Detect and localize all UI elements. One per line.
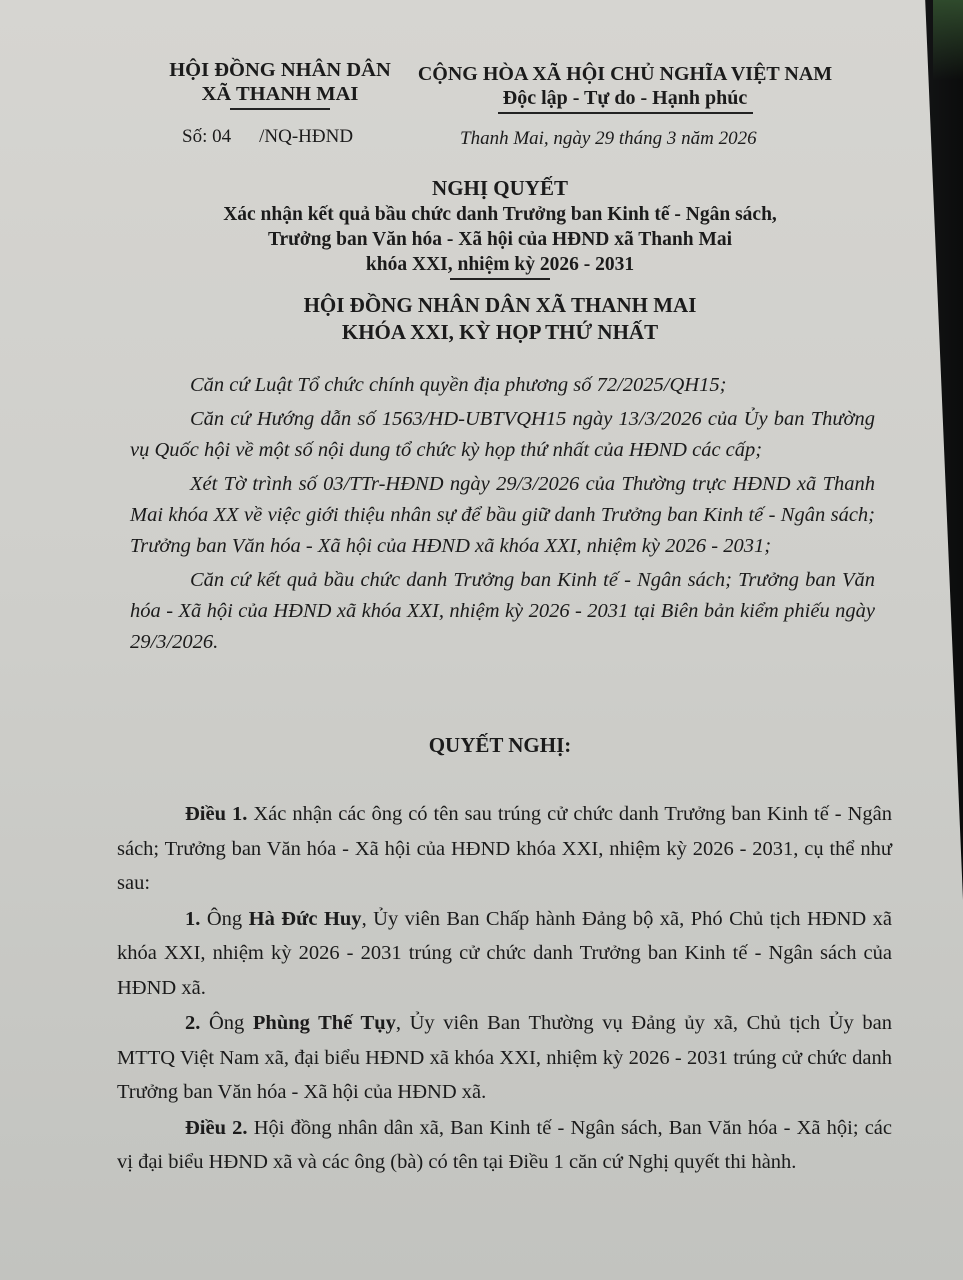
basis-paragraph: Căn cứ Hướng dẫn số 1563/HD-UBTVQH15 ngày 13/3/2026 của Ủy ban Thường vụ Quốc hội về một số nội dung tổ chức kỳ họp thứ nhất của HĐND các cấp; [130, 408, 875, 461]
article-1-text: Xác nhận các ông có tên sau trúng cử chức danh Trưởng ban Kinh tế - Ngân sách; Trưởng ban Văn hóa - Xã hội của HĐND khóa XXI, nhiệm kỳ 2026 - 2031, cụ thể như sau: [117, 803, 893, 894]
authority-underline [230, 108, 330, 110]
national-name: CỘNG HÒA XÃ HỘI CHỦ NGHĨA VIỆT NAM [417, 63, 833, 85]
authority-line-2: XÃ THANH MAI [201, 83, 359, 105]
council-line-2: KHÓA XXI, KỲ HỌP THỨ NHẤT [341, 320, 659, 344]
document-title [120, 175, 880, 280]
basis-paragraph: Xét Tờ trình số 03/TTr-HĐND ngày 29/3/2026 của Thường trực HĐND xã Thanh Mai khóa XX về việc giới thiệu nhân sự để bầu giữ danh Trưởng ban Kinh tế - Ngân sách; Trưởng ban Văn hóa - Xã hội của HĐND xã khóa XXI, nhiệm kỳ 2026 - 2031; [130, 473, 875, 557]
article-1 [117, 797, 892, 901]
motto-underline [498, 112, 753, 114]
motto: Độc lập - Tự do - Hạnh phúc [502, 87, 748, 109]
council-line-1: HỘI ĐỒNG NHÂN DÂN XÃ THANH MAI [303, 293, 697, 317]
item-2-prefix: Ông [200, 1012, 253, 1034]
item-2-name: Phùng Thế Tụy [252, 1012, 396, 1034]
article-2 [117, 1111, 892, 1180]
item-2-number: 2. [185, 1012, 201, 1034]
item-1-name: Hà Đức Huy [248, 907, 362, 930]
title-sub-2: Trưởng ban Văn hóa - Xã hội của HĐND xã Thanh Mai [267, 229, 733, 250]
article-1-item-1 [117, 902, 892, 1006]
place-date: Thanh Mai, ngày 29 tháng 3 năm 2026 [460, 128, 757, 149]
title-sub-3: khóa XXI, nhiệm kỳ 2026 - 2031 [365, 254, 635, 275]
title-underline [450, 278, 550, 280]
authority-line-1: HỘI ĐỒNG NHÂN DÂN [169, 59, 391, 81]
item-2-text: , Ủy viên Ban Thường vụ Đảng ủy xã, Chủ tịch Ủy ban MTTQ Việt Nam xã, đại biểu HĐND xã khóa XXI, nhiệm kỳ 2026 - 2031 trúng cử chức danh Trưởng ban Văn hóa - Xã hội của HĐND xã. [117, 1012, 893, 1103]
article-2-label: Điều 2. [185, 1116, 248, 1139]
document-number-prefix: Số: 04 [182, 126, 232, 147]
item-1-prefix: Ông [200, 907, 249, 930]
issuing-authority [150, 58, 410, 110]
articles [117, 797, 892, 1181]
article-1-label: Điều 1. [185, 803, 248, 825]
article-1-item-2 [117, 1006, 892, 1110]
national-motto [405, 62, 845, 114]
document-number [182, 126, 353, 148]
title-main: NGHỊ QUYẾT [432, 176, 568, 200]
item-1-number: 1. [185, 907, 201, 930]
document-number-suffix: /NQ-HĐND [259, 126, 354, 147]
article-2-text: Hội đồng nhân dân xã, Ban Kinh tế - Ngân sách, Ban Văn hóa - Xã hội; các vị đại biểu HĐND xã và các ông (bà) có tên tại Điều 1 căn cứ Nghị quyết thi hành. [117, 1116, 893, 1173]
title-sub-1: Xác nhận kết quả bầu chức danh Trưởng ban Kinh tế - Ngân sách, [223, 204, 777, 225]
item-1-text: , Ủy viên Ban Chấp hành Đảng bộ xã, Phó Chủ tịch HĐND xã khóa XXI, nhiệm kỳ 2026 - 2031 trúng cử chức danh Trưởng ban Kinh tế - Ngân sách của HĐND xã. [117, 907, 892, 999]
decision-heading: QUYẾT NGHỊ: [428, 733, 572, 757]
council-heading [120, 292, 880, 346]
basis-paragraph: Căn cứ Luật Tổ chức chính quyền địa phương số 72/2025/QH15; [190, 374, 727, 396]
basis-paragraph: Căn cứ kết quả bầu chức danh Trưởng ban Kinh tế - Ngân sách; Trưởng ban Văn hóa - Xã hội của HĐND xã khóa XXI, nhiệm kỳ 2026 - 2031 tại Biên bản kiểm phiếu ngày 29/3/2026. [130, 569, 875, 653]
legal-basis [130, 370, 875, 661]
